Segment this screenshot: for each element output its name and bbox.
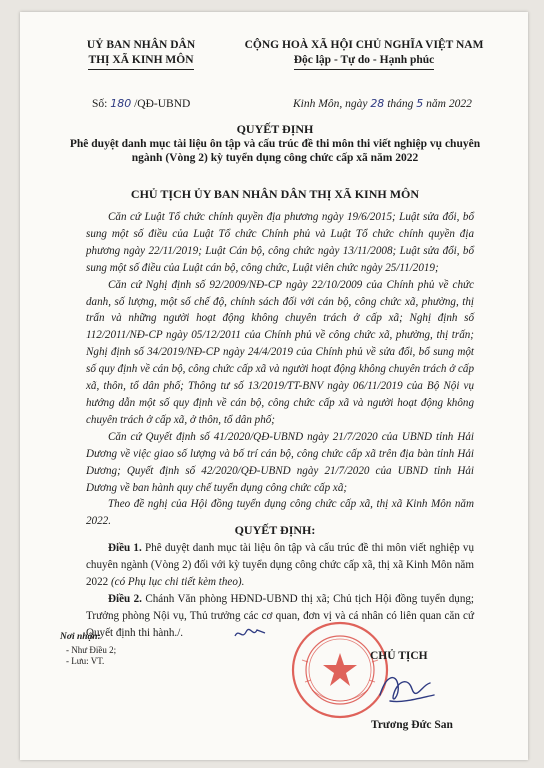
document-title: QUYẾT ĐỊNH	[236, 122, 314, 136]
nation-motto: Độc lập - Tự do - Hạnh phúc	[294, 53, 435, 70]
doc-number-suffix: /QĐ-UBND	[131, 98, 191, 110]
signer-name: Trương Đức San	[371, 719, 453, 731]
date-day: 28	[370, 97, 385, 110]
handwritten-initial	[233, 624, 267, 642]
doc-number-prefix: Số:	[92, 98, 111, 110]
article-1-label: Điều 1.	[108, 542, 142, 554]
article-2-label: Điều 2.	[108, 592, 142, 605]
article-2-text: Chánh Văn phòng HĐND-UBND thị xã; Chủ tịch Hội đồng tuyển dụng; Trưởng phòng Nội vụ, Thủ trưởng các cơ quan, đơn vị và cá nhân có liên quan căn cứ Quyết định thi hành./.	[86, 592, 475, 639]
article-1-note: (có Phụ lục chi tiết kèm theo).	[110, 575, 245, 588]
article-1	[86, 540, 474, 591]
legal-basis-paragraph: Căn cứ Quyết định số 41/2020/QĐ-UBND ngày 21/7/2020 của UBND tỉnh Hải Dương về việc giao số lượng và bố trí cán bộ, công chức cấp xã trên địa bàn tỉnh Hải Dương; Quyết định số 42/2020/QĐ-UBND ngày 21/7/2020 của UBND tỉnh Hải Dương về ban hành quy chế tuyển dụng công chức cấp xã;	[86, 430, 474, 494]
national-header	[214, 38, 514, 70]
decision-heading: QUYẾT ĐỊNH:	[234, 523, 316, 537]
legal-bases	[86, 209, 474, 530]
recipient-item: - Như Điều 2;	[66, 645, 117, 655]
date-year: năm 2022	[423, 98, 472, 110]
legal-basis-paragraph: Căn cứ Nghị định số 92/2009/NĐ-CP ngày 22/10/2009 của Chính phủ về chức danh, số lượng, một số chế độ, chính sách đối với cán bộ, công chức xã, phường, thị trấn và những người hoạt động không chuyên trách ở cấp xã; Nghị định số 112/2011/NĐ-CP ngày 05/12/2011 của Chính phủ về công chức xã, phường, thị trấn; Nghị định số 34/2019/NĐ-CP ngày 24/4/2019 của Chính phủ về sửa đổi, bổ sung một số quy định về cán bộ, công chức cấp xã và người hoạt động không chuyên trách ở cấp xã, thôn, tổ dân phố; Thông tư số 13/2019/TT-BNV ngày 06/11/2019 của Bộ Nội vụ hướng dẫn một số quy định về cán bộ, công chức cấp xã và người hoạt động không chuyên trách ở cấp xã, ở thôn, tổ dân phố;	[86, 278, 474, 426]
date-month-label: tháng	[384, 98, 417, 110]
legal-basis-paragraph: Theo đề nghị của Hội đồng tuyển dụng công chức cấp xã, thị xã Kinh Môn năm 2022.	[86, 498, 474, 528]
document-date	[293, 97, 472, 110]
org-line-2: THỊ XÃ KINH MÔN	[88, 53, 193, 70]
issuer-heading: CHỦ TỊCH ỦY BAN NHÂN DÂN THỊ XÃ KINH MÔN	[130, 187, 420, 201]
recipient-item: - Lưu: VT.	[66, 656, 105, 666]
articles	[86, 540, 474, 641]
article-1-text: Phê duyệt danh mục tài liệu ôn tập và cấu trúc đề thi môn viết nghiệp vụ chuyên ngành (Vòng 2) đối với kỳ tuyển dụng công chức cấp xã, thị xã Kinh Môn năm 2022	[86, 542, 474, 588]
date-month: 5	[416, 97, 424, 110]
date-prefix: Kinh Môn, ngày	[293, 98, 371, 110]
document-subtitle: Phê duyệt danh mục tài liệu ôn tập và cấu trúc đề thi môn thi viết nghiệp vụ chuyên ngành (Vòng 2) kỳ tuyển dụng công chức cấp xã năm 2022	[69, 138, 481, 164]
handwritten-signature	[372, 665, 442, 713]
recipients-heading: Nơi nhận:	[60, 632, 101, 642]
signer-title: CHỦ TỊCH	[370, 650, 428, 662]
org-line-1: UỶ BAN NHÂN DÂN	[86, 39, 196, 51]
legal-basis-paragraph: Căn cứ Luật Tổ chức chính quyền địa phương ngày 19/6/2015; Luật sửa đổi, bổ sung một số điều của Luật Tổ chức Chính phủ và Luật Tổ chức chính quyền địa phương ngày 22/11/2019; Luật Cán bộ, công chức ngày 13/11/2008; Luật sửa đổi, bổ sung một số điều của Luật cán bộ, công chức, Luật viên chức ngày 25/11/2019;	[86, 211, 474, 274]
document-number	[92, 97, 190, 110]
doc-number-handwritten: 180	[110, 97, 132, 110]
article-2	[86, 591, 474, 642]
issuing-organization	[66, 38, 216, 70]
nation-name: CỘNG HOÀ XÃ HỘI CHỦ NGHĨA VIỆT NAM	[244, 39, 484, 51]
